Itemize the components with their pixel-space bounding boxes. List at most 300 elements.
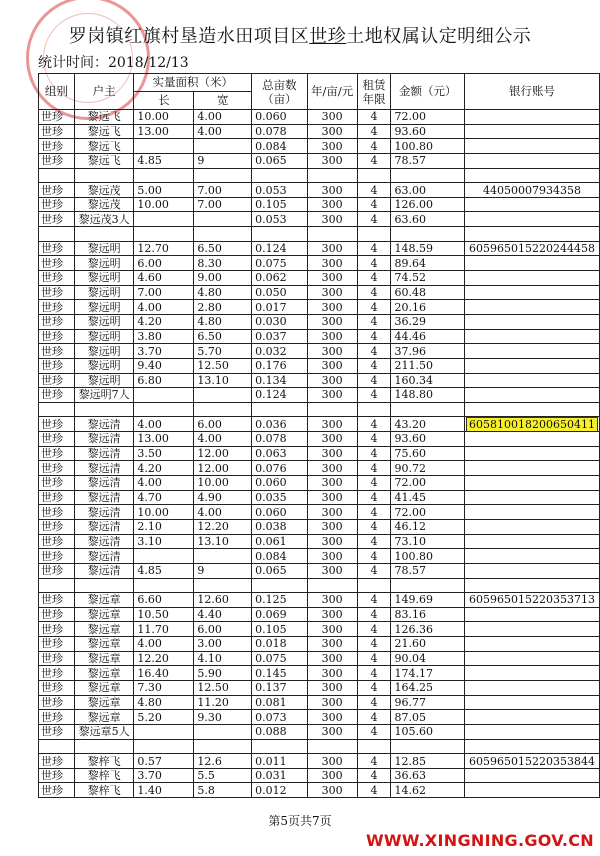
width-cell — [194, 139, 252, 154]
amount-cell: 41.45 — [391, 490, 465, 505]
group-cell: 世珍 — [39, 183, 75, 198]
years-cell: 4 — [357, 783, 391, 798]
table-row — [39, 593, 600, 608]
years-cell: 4 — [357, 519, 391, 534]
mu-cell: 0.084 — [252, 139, 307, 154]
bank-account-cell — [464, 578, 599, 593]
amount-cell: 72.00 — [391, 505, 465, 520]
length-cell: 5.20 — [134, 710, 194, 725]
rate-cell: 300 — [307, 183, 357, 198]
length-cell: 13.00 — [134, 124, 194, 139]
mu-cell — [252, 227, 307, 242]
years-cell: 4 — [357, 329, 391, 344]
mu-cell: 0.063 — [252, 446, 307, 461]
amount-cell: 126.36 — [391, 622, 465, 637]
group-cell: 世珍 — [39, 680, 75, 695]
width-cell: 12.50 — [194, 358, 252, 373]
years-cell: 4 — [357, 417, 391, 432]
owner-cell: 黎远清 — [74, 519, 134, 534]
length-cell: 2.10 — [134, 519, 194, 534]
blank-row — [39, 227, 600, 242]
amount-cell: 43.20 — [391, 417, 465, 432]
width-cell: 6.50 — [194, 329, 252, 344]
amount-cell: 73.10 — [391, 534, 465, 549]
page-title — [0, 22, 600, 48]
group-cell: 世珍 — [39, 446, 75, 461]
amount-cell: 74.52 — [391, 271, 465, 286]
site-url: WWW.XINGNING.GOV.CN — [365, 831, 594, 850]
mu-cell: 0.105 — [252, 197, 307, 212]
group-cell: 世珍 — [39, 329, 75, 344]
bank-account-cell — [464, 461, 599, 476]
table-row — [39, 476, 600, 491]
width-cell: 4.10 — [194, 651, 252, 666]
table-row — [39, 549, 600, 564]
amount-cell: 21.60 — [391, 637, 465, 652]
group-cell: 世珍 — [39, 241, 75, 256]
rate-cell: 300 — [307, 139, 357, 154]
amount-cell: 72.00 — [391, 110, 465, 125]
amount-cell: 126.00 — [391, 197, 465, 212]
amount-cell: 93.60 — [391, 124, 465, 139]
mu-cell: 0.137 — [252, 680, 307, 695]
length-cell: 6.60 — [134, 593, 194, 608]
mu-cell — [252, 402, 307, 417]
group-cell: 世珍 — [39, 476, 75, 491]
length-cell: 3.50 — [134, 446, 194, 461]
rate-cell: 300 — [307, 373, 357, 388]
width-cell: 7.00 — [194, 197, 252, 212]
bank-account-cell — [464, 153, 599, 168]
rate-cell: 300 — [307, 461, 357, 476]
length-cell: 6.80 — [134, 373, 194, 388]
owner-cell: 黎远章 — [74, 622, 134, 637]
rate-cell: 300 — [307, 768, 357, 783]
owner-cell: 黎远飞 — [74, 124, 134, 139]
width-cell: 6.00 — [194, 622, 252, 637]
owner-cell: 黎远飞 — [74, 153, 134, 168]
table-row — [39, 256, 600, 271]
years-cell: 4 — [357, 534, 391, 549]
length-cell: 4.85 — [134, 563, 194, 578]
owner-cell — [74, 168, 134, 183]
owner-cell: 黎远明 — [74, 241, 134, 256]
owner-cell: 黎远明 — [74, 358, 134, 373]
table-row — [39, 534, 600, 549]
table-row — [39, 563, 600, 578]
bank-account-cell — [464, 505, 599, 520]
rate-cell: 300 — [307, 754, 357, 769]
length-cell — [134, 227, 194, 242]
rate-cell: 300 — [307, 432, 357, 447]
rate-cell: 300 — [307, 783, 357, 798]
mu-cell: 0.124 — [252, 388, 307, 403]
group-cell: 世珍 — [39, 153, 75, 168]
years-cell: 4 — [357, 212, 391, 227]
bank-account-cell: 605965015220244458 — [464, 241, 599, 256]
bank-account-cell — [464, 124, 599, 139]
mu-cell: 0.038 — [252, 519, 307, 534]
years-cell: 4 — [357, 153, 391, 168]
group-cell: 世珍 — [39, 373, 75, 388]
width-cell: 9.00 — [194, 271, 252, 286]
years-cell: 4 — [357, 549, 391, 564]
owner-cell: 黎远清 — [74, 461, 134, 476]
bank-account-cell — [464, 637, 599, 652]
owner-cell: 黎远清 — [74, 505, 134, 520]
amount-cell: 90.72 — [391, 461, 465, 476]
table-row — [39, 666, 600, 681]
amount-cell: 44.46 — [391, 329, 465, 344]
amount-cell: 164.25 — [391, 680, 465, 695]
group-cell: 世珍 — [39, 271, 75, 286]
width-cell: 4.40 — [194, 607, 252, 622]
stat-time: 统计时间：2018/12/13 — [38, 55, 189, 71]
years-cell: 4 — [357, 710, 391, 725]
owner-cell: 黎梓飞 — [74, 768, 134, 783]
table-row — [39, 637, 600, 652]
owner-cell: 黎远茂 — [74, 183, 134, 198]
highlighted-account: 605810018200650411 — [468, 417, 595, 431]
group-cell: 世珍 — [39, 666, 75, 681]
group-cell — [39, 168, 75, 183]
bank-account-cell — [464, 417, 599, 432]
group-cell: 世珍 — [39, 388, 75, 403]
years-cell: 4 — [357, 461, 391, 476]
group-cell: 世珍 — [39, 300, 75, 315]
table-row — [39, 607, 600, 622]
rate-cell: 300 — [307, 110, 357, 125]
years-cell: 4 — [357, 680, 391, 695]
rate-cell: 300 — [307, 212, 357, 227]
group-cell: 世珍 — [39, 549, 75, 564]
bank-account-cell — [464, 739, 599, 754]
table-row — [39, 651, 600, 666]
length-cell: 4.85 — [134, 153, 194, 168]
width-cell: 5.8 — [194, 783, 252, 798]
bank-account-cell — [464, 534, 599, 549]
table-row — [39, 110, 600, 125]
amount-cell: 105.60 — [391, 724, 465, 739]
bank-account-cell — [464, 607, 599, 622]
bank-account-cell — [464, 432, 599, 447]
length-cell: 16.40 — [134, 666, 194, 681]
table-row — [39, 285, 600, 300]
amount-cell: 78.57 — [391, 563, 465, 578]
table-row — [39, 622, 600, 637]
owner-cell: 黎远章 — [74, 637, 134, 652]
rate-cell: 300 — [307, 271, 357, 286]
width-cell — [194, 578, 252, 593]
years-cell: 4 — [357, 314, 391, 329]
width-cell: 12.6 — [194, 754, 252, 769]
length-cell — [134, 168, 194, 183]
rate-cell: 300 — [307, 666, 357, 681]
amount-cell: 149.69 — [391, 593, 465, 608]
table-row — [39, 417, 600, 432]
bank-account-cell — [464, 373, 599, 388]
years-cell: 4 — [357, 476, 391, 491]
group-cell: 世珍 — [39, 139, 75, 154]
table-row — [39, 153, 600, 168]
width-cell: 4.00 — [194, 110, 252, 125]
table-row — [39, 768, 600, 783]
bank-account-cell — [464, 783, 599, 798]
years-cell: 4 — [357, 388, 391, 403]
amount-cell: 60.48 — [391, 285, 465, 300]
mu-cell: 0.050 — [252, 285, 307, 300]
owner-cell: 黎远明 — [74, 344, 134, 359]
blank-row — [39, 168, 600, 183]
bank-account-cell — [464, 490, 599, 505]
length-cell: 4.20 — [134, 314, 194, 329]
bank-account-cell — [464, 563, 599, 578]
owner-cell: 黎远章5人 — [74, 724, 134, 739]
mu-cell: 0.075 — [252, 651, 307, 666]
rate-cell: 300 — [307, 607, 357, 622]
header-width: 宽 — [194, 92, 252, 110]
owner-cell: 黎远章 — [74, 593, 134, 608]
bank-account-cell — [464, 651, 599, 666]
header-owner: 户主 — [74, 74, 134, 110]
bank-account-cell — [464, 724, 599, 739]
owner-cell: 黎远章 — [74, 666, 134, 681]
mu-cell — [252, 739, 307, 754]
length-cell — [134, 388, 194, 403]
table-row — [39, 446, 600, 461]
header-years: 租赁年限 — [357, 74, 391, 110]
width-cell — [194, 739, 252, 754]
width-cell — [194, 388, 252, 403]
amount-cell: 148.80 — [391, 388, 465, 403]
bank-account-cell — [464, 680, 599, 695]
table-row — [39, 271, 600, 286]
owner-cell: 黎远明 — [74, 329, 134, 344]
mu-cell: 0.076 — [252, 461, 307, 476]
length-cell: 13.00 — [134, 432, 194, 447]
amount-cell: 87.05 — [391, 710, 465, 725]
length-cell: 11.70 — [134, 622, 194, 637]
rate-cell: 300 — [307, 344, 357, 359]
group-cell — [39, 402, 75, 417]
mu-cell: 0.060 — [252, 476, 307, 491]
owner-cell: 黎远飞 — [74, 110, 134, 125]
owner-cell: 黎远清 — [74, 534, 134, 549]
rate-cell: 300 — [307, 300, 357, 315]
title-group: 世珍 — [309, 26, 347, 47]
rate-cell: 300 — [307, 124, 357, 139]
amount-cell: 72.00 — [391, 476, 465, 491]
owner-cell: 黎梓飞 — [74, 754, 134, 769]
table-row — [39, 490, 600, 505]
title-suffix: 土地权属认定明细公示 — [346, 26, 532, 47]
amount-cell: 78.57 — [391, 153, 465, 168]
length-cell: 10.00 — [134, 197, 194, 212]
group-cell: 世珍 — [39, 637, 75, 652]
bank-account-cell — [464, 285, 599, 300]
group-cell: 世珍 — [39, 285, 75, 300]
blank-row — [39, 578, 600, 593]
table-row — [39, 680, 600, 695]
width-cell: 4.00 — [194, 124, 252, 139]
table-row — [39, 344, 600, 359]
owner-cell: 黎远明7人 — [74, 388, 134, 403]
mu-cell — [252, 578, 307, 593]
owner-cell: 黎远清 — [74, 563, 134, 578]
mu-cell: 0.018 — [252, 637, 307, 652]
group-cell: 世珍 — [39, 256, 75, 271]
amount-cell: 14.62 — [391, 783, 465, 798]
rate-cell: 300 — [307, 241, 357, 256]
rate-cell: 300 — [307, 314, 357, 329]
rate-cell: 300 — [307, 417, 357, 432]
group-cell: 世珍 — [39, 563, 75, 578]
land-table — [38, 73, 600, 798]
amount-cell: 36.63 — [391, 768, 465, 783]
bank-account-cell — [464, 388, 599, 403]
group-cell: 世珍 — [39, 622, 75, 637]
width-cell — [194, 724, 252, 739]
mu-cell: 0.065 — [252, 563, 307, 578]
rate-cell: 300 — [307, 256, 357, 271]
width-cell: 4.00 — [194, 432, 252, 447]
years-cell: 4 — [357, 563, 391, 578]
amount-cell: 96.77 — [391, 695, 465, 710]
years-cell: 4 — [357, 139, 391, 154]
rate-cell: 300 — [307, 285, 357, 300]
years-cell: 4 — [357, 593, 391, 608]
mu-cell: 0.105 — [252, 622, 307, 637]
owner-cell: 黎远茂3人 — [74, 212, 134, 227]
width-cell: 4.80 — [194, 285, 252, 300]
group-cell: 世珍 — [39, 534, 75, 549]
rate-cell: 300 — [307, 197, 357, 212]
mu-cell: 0.081 — [252, 695, 307, 710]
amount-cell: 37.96 — [391, 344, 465, 359]
mu-cell: 0.060 — [252, 505, 307, 520]
mu-cell: 0.075 — [252, 256, 307, 271]
length-cell: 5.00 — [134, 183, 194, 198]
owner-cell: 黎远飞 — [74, 139, 134, 154]
page-number: 第5页共7页 — [268, 814, 332, 828]
rate-cell: 300 — [307, 680, 357, 695]
bank-account-cell — [464, 314, 599, 329]
width-cell — [194, 212, 252, 227]
header-rate: 年/亩/元 — [307, 74, 357, 110]
rate-cell: 300 — [307, 637, 357, 652]
owner-cell: 黎远清 — [74, 417, 134, 432]
length-cell: 1.40 — [134, 783, 194, 798]
rate-cell: 300 — [307, 724, 357, 739]
rate-cell: 300 — [307, 534, 357, 549]
width-cell: 4.80 — [194, 314, 252, 329]
years-cell: 4 — [357, 505, 391, 520]
amount-cell: 89.64 — [391, 256, 465, 271]
bank-account-cell — [464, 110, 599, 125]
group-cell: 世珍 — [39, 314, 75, 329]
mu-cell: 0.069 — [252, 607, 307, 622]
width-cell: 12.20 — [194, 519, 252, 534]
mu-cell: 0.035 — [252, 490, 307, 505]
bank-account-cell — [464, 476, 599, 491]
table-row — [39, 197, 600, 212]
rate-cell: 300 — [307, 622, 357, 637]
amount-cell — [391, 402, 465, 417]
group-cell: 世珍 — [39, 432, 75, 447]
table-row — [39, 183, 600, 198]
owner-cell: 黎远清 — [74, 432, 134, 447]
years-cell: 4 — [357, 724, 391, 739]
width-cell: 2.80 — [194, 300, 252, 315]
years-cell — [357, 227, 391, 242]
owner-cell: 黎远明 — [74, 373, 134, 388]
mu-cell: 0.145 — [252, 666, 307, 681]
years-cell: 4 — [357, 622, 391, 637]
mu-cell: 0.053 — [252, 183, 307, 198]
group-cell: 世珍 — [39, 505, 75, 520]
width-cell: 6.00 — [194, 417, 252, 432]
rate-cell — [307, 227, 357, 242]
rate-cell: 300 — [307, 490, 357, 505]
owner-cell: 黎远清 — [74, 446, 134, 461]
width-cell: 5.90 — [194, 666, 252, 681]
years-cell: 4 — [357, 695, 391, 710]
table-row — [39, 432, 600, 447]
mu-cell: 0.176 — [252, 358, 307, 373]
years-cell: 4 — [357, 110, 391, 125]
owner-cell — [74, 402, 134, 417]
rate-cell: 300 — [307, 563, 357, 578]
rate-cell — [307, 578, 357, 593]
owner-cell: 黎远清 — [74, 490, 134, 505]
rate-cell: 300 — [307, 505, 357, 520]
rate-cell: 300 — [307, 519, 357, 534]
table-row — [39, 710, 600, 725]
width-cell: 9 — [194, 153, 252, 168]
table-row — [39, 139, 600, 154]
table-row — [39, 695, 600, 710]
bank-account-cell — [464, 197, 599, 212]
bank-account-cell — [464, 768, 599, 783]
width-cell: 12.00 — [194, 461, 252, 476]
group-cell — [39, 578, 75, 593]
amount-cell: 20.16 — [391, 300, 465, 315]
mu-cell: 0.061 — [252, 534, 307, 549]
length-cell: 9.40 — [134, 358, 194, 373]
table-row — [39, 724, 600, 739]
group-cell: 世珍 — [39, 197, 75, 212]
rate-cell — [307, 168, 357, 183]
table-row — [39, 212, 600, 227]
amount-cell: 160.34 — [391, 373, 465, 388]
amount-cell: 93.60 — [391, 432, 465, 447]
years-cell: 4 — [357, 344, 391, 359]
width-cell — [194, 402, 252, 417]
bank-account-cell — [464, 519, 599, 534]
years-cell — [357, 168, 391, 183]
length-cell — [134, 139, 194, 154]
years-cell: 4 — [357, 651, 391, 666]
amount-cell: 211.50 — [391, 358, 465, 373]
mu-cell: 0.065 — [252, 153, 307, 168]
length-cell — [134, 724, 194, 739]
owner-cell: 黎远明 — [74, 300, 134, 315]
owner-cell: 黎远清 — [74, 476, 134, 491]
length-cell: 7.30 — [134, 680, 194, 695]
owner-cell: 黎远明 — [74, 256, 134, 271]
mu-cell: 0.078 — [252, 432, 307, 447]
width-cell — [194, 227, 252, 242]
